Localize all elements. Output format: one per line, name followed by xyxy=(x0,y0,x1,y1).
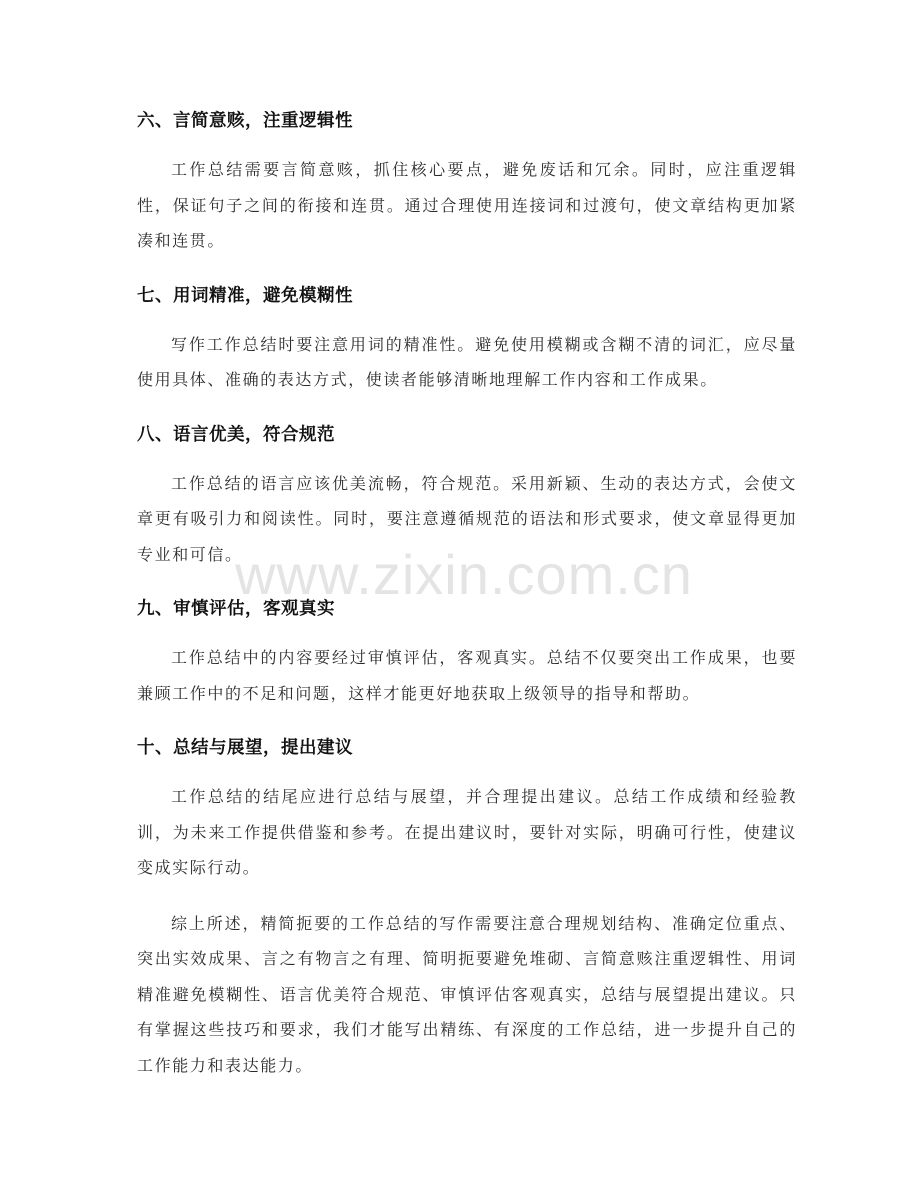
section-paragraph: 工作总结的结尾应进行总结与展望，并合理提出建议。总结工作成绩和经验教训，为未来工作提供借鉴和参考。在提出建议时，要针对实际，明确可行性，使建议变成实际行动。 xyxy=(137,787,797,877)
section-paragraph: 写作工作总结时要注意用词的精准性。避免使用模糊或含糊不清的词汇，应尽量使用具体、准确的表达方式，使读者能够清晰地理解工作内容和工作成果。 xyxy=(137,334,797,389)
section-paragraph: 工作总结的语言应该优美流畅，符合规范。采用新颖、生动的表达方式，会使文章更有吸引力和阅读性。同时，要注意遵循规范的语法和形式要求，使文章显得更加专业和可信。 xyxy=(137,473,797,564)
section-9 xyxy=(137,592,797,711)
section-heading: 七、用词精准，避免模糊性 xyxy=(137,285,353,306)
section-heading: 六、言简意赅，注重逻辑性 xyxy=(137,111,353,131)
section-10 xyxy=(137,731,797,886)
conclusion-paragraph: 综上所述，精简扼要的工作总结的写作需要注意合理规划结构、准确定位重点、突出实效成果、言之有物言之有理、简明扼要避免堆砌、言简意赅注重逻辑性、用词精准避免模糊性、语言优美符合规范、审慎评估客观真实，总结与展望提出建议。只有掌握这些技巧和要求，我们才能写出精练、有深度的工作总结，进一步提升自己的工作能力和表达能力。 xyxy=(137,913,797,1075)
section-heading: 十、总结与展望，提出建议 xyxy=(137,738,353,758)
section-paragraph: 工作总结中的内容要经过审慎评估，客观真实。总结不仅要突出工作成果，也要兼顾工作中的不足和问题，这样才能更好地获取上级领导的指导和帮助。 xyxy=(137,648,797,703)
section-7 xyxy=(137,279,797,398)
watermark: www.zixin.com.cn xyxy=(235,543,693,606)
document-content xyxy=(137,104,797,1083)
section-6 xyxy=(137,104,797,259)
section-8 xyxy=(137,418,797,573)
section-paragraph: 工作总结需要言简意赅，抓住核心要点，避免废话和冗余。同时，应注重逻辑性，保证句子之间的衔接和连贯。通过合理使用连接词和过渡句，使文章结构更加紧凑和连贯。 xyxy=(137,160,797,250)
section-heading: 九、审慎评估，客观真实 xyxy=(137,599,335,619)
section-heading: 八、语言优美，符合规范 xyxy=(137,424,335,445)
